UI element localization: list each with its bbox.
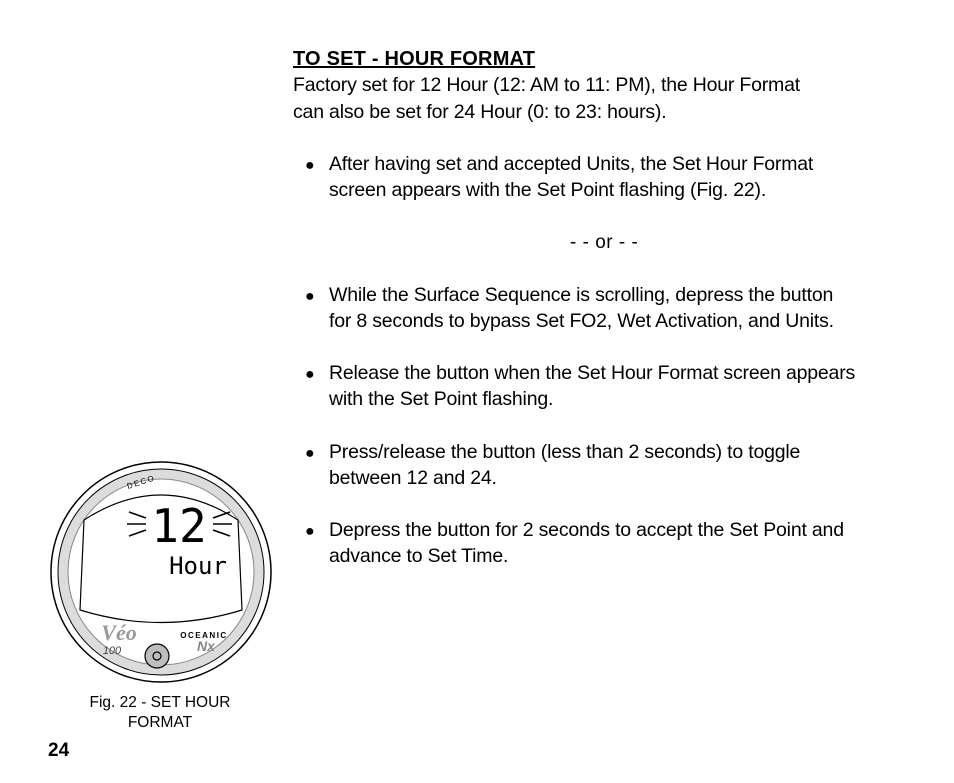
bullet-line-5a: Depress the button for 2 seconds to accept the Set Point and [329, 519, 844, 541]
bullet-dot-icon: ● [305, 366, 315, 383]
bullet-dot-icon: ● [305, 288, 315, 305]
model-name: Véo [101, 620, 137, 645]
lcd-value: 12 [151, 499, 207, 553]
bullet-item-2 [305, 282, 915, 334]
bullet-item-3 [305, 360, 915, 412]
bullet-dot-icon: ● [305, 157, 315, 174]
caption-line-1: Fig. 22 - SET HOUR [89, 694, 231, 711]
bullet-line-4a: Press/release the button (less than 2 seconds) to toggle [329, 441, 801, 463]
intro-line-2: can also be set for 24 Hour (0: to 23: hours). [293, 101, 667, 123]
intro-paragraph [293, 72, 913, 126]
bullet-dot-icon: ● [305, 523, 315, 540]
caption-line-2: FORMAT [127, 714, 193, 731]
bullet-item-5 [305, 517, 915, 569]
page-number: 24 [48, 740, 70, 761]
figure-caption [70, 693, 250, 733]
bullet-dot-icon: ● [305, 445, 315, 462]
lcd-label: Hour [169, 552, 227, 580]
device-button [145, 644, 169, 668]
intro-line-1: Factory set for 12 Hour (12: AM to 11: PM), the Hour Format [293, 74, 800, 96]
bullet-line-2a: While the Surface Sequence is scrolling, depress the button [329, 284, 834, 306]
section-heading: TO SET - HOUR FORMAT [293, 48, 536, 70]
bezel-top-text: DECO [125, 473, 157, 491]
bullet-line-3a: Release the button when the Set Hour Format screen appears [329, 362, 856, 384]
bullet-line-2b: for 8 seconds to bypass Set FO2, Wet Activation, and Units. [329, 310, 834, 332]
model-suffix: Nx [197, 638, 215, 654]
bullet-line-4b: between 12 and 24. [329, 467, 497, 489]
bullet-item-4 [305, 439, 915, 491]
bullet-line-1b: screen appears with the Set Point flashing (Fig. 22). [329, 179, 767, 201]
model-number: 100 [102, 645, 122, 657]
or-separator: - - or - - [570, 232, 639, 253]
bullet-item-1 [305, 151, 915, 203]
bullet-line-3b: with the Set Point flashing. [329, 388, 554, 410]
brand-text: OCEANIC [180, 631, 228, 640]
bullet-line-1a: After having set and accepted Units, the Set Hour Format [329, 153, 814, 175]
bullet-line-5b: advance to Set Time. [329, 545, 509, 567]
dive-computer-figure [46, 460, 276, 685]
